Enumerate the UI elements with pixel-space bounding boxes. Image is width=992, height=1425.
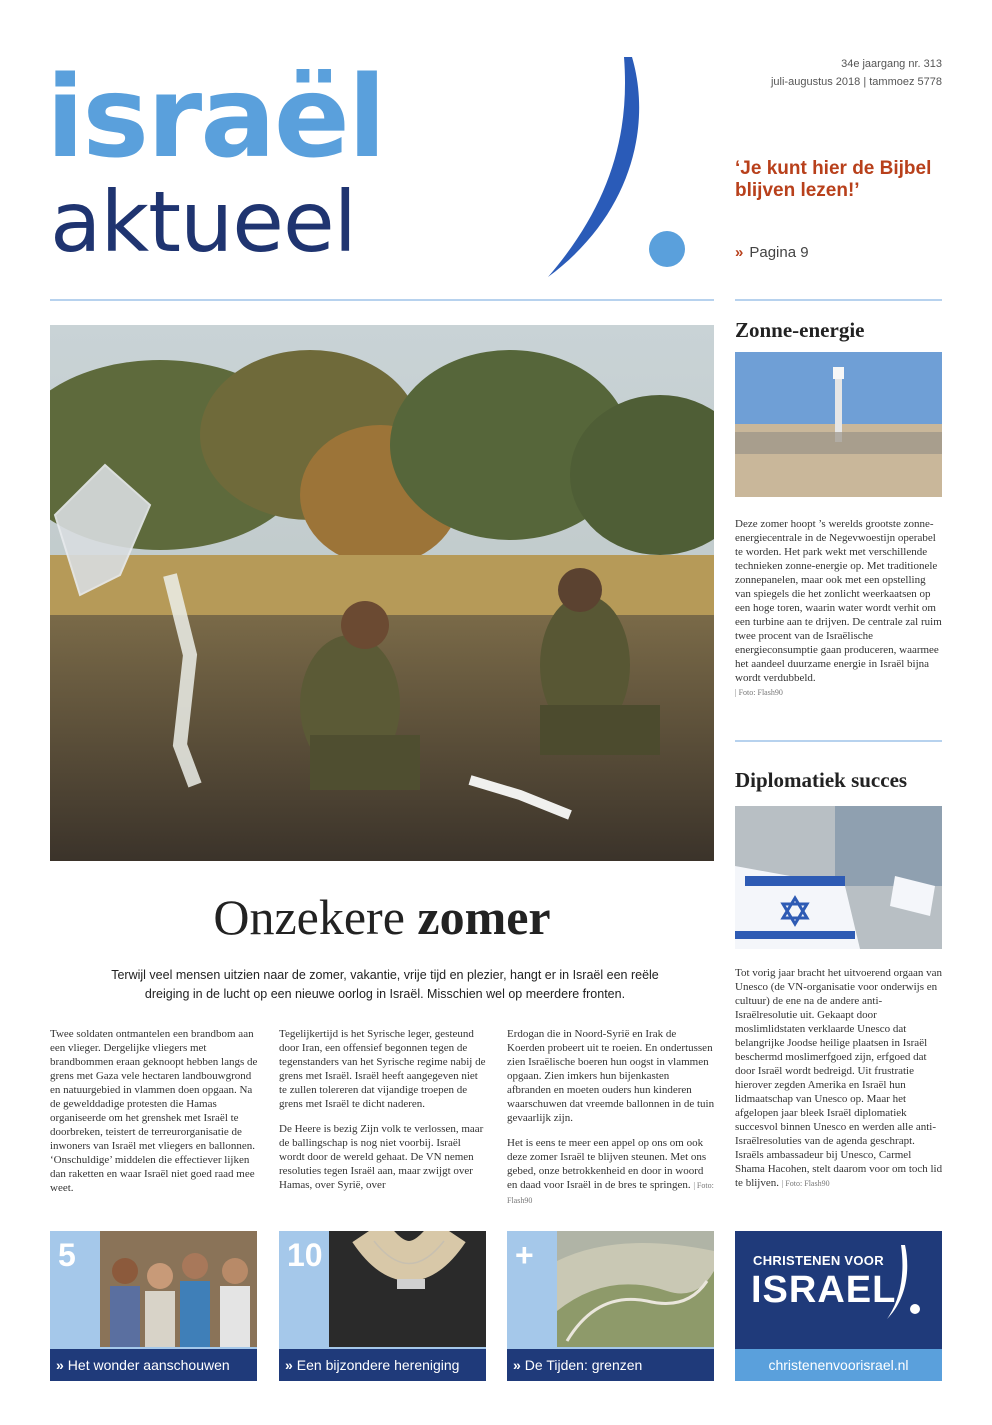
headline: Onzekere zomer [213,889,551,945]
divider [735,299,942,301]
page-number: 10 [287,1237,323,1273]
cvi-logo-box[interactable] [735,1231,942,1381]
divider [50,299,714,301]
promo-link[interactable]: » Het wonder aanschouwen [50,1349,257,1381]
page-number: 5 [58,1237,76,1273]
promo-box-page-10[interactable] [279,1231,486,1381]
chevron-icon: » [56,1357,64,1373]
intro-text: Terwijl veel mensen uitzien naar de zomer, vakantie, vrije tijd en plezier, hangt er in Israël een reële dreiging in de lucht op een nieuwe oorlog in Israël. Misschien wel op meerdere fronten. [111,968,659,1001]
cvi-logo-line1: CHRISTENEN VOOR [753,1253,884,1268]
article-column-2: Tegelijkertijd is het Syrische leger, gesteund door Iran, een offensief begonnen tegen de tegenstanders van het Syrische regime nabij de grens met Israël. Israël heeft aangegeven niet te zullen tolereren dat vijandige troepen de grens met Israël te dicht naderen. De Heere is bezig Zijn volk te verlossen, maar de ballingschap is nog niet voorbij. Israël wordt door de wereld gehaat. De VN nemen resoluties tegen Israël aan, maar zwijgt over Hamas, over Syrië, over [279,1028,486,1191]
diplomacy-title: Diplomatiek succes [735,768,908,792]
photo-credit: | Foto: Flash90 [735,688,783,697]
promo-photo [100,1231,257,1347]
teaser-page-link[interactable]: » Pagina 9 [735,244,809,261]
logo-aktueel: aktueel [50,173,356,271]
promo-link[interactable]: » Een bijzondere hereniging [279,1349,486,1381]
issue-info: 34e jaargang nr. 313 juli-augustus 2018 | tammoez 5778 [770,58,942,88]
logo-slash-dot-icon [540,55,700,280]
promo-photo [557,1231,714,1347]
plus-icon: + [515,1237,534,1273]
promo-photo [329,1231,486,1347]
chevron-icon: » [735,244,744,261]
solar-photo [735,352,942,497]
diplomacy-photo [735,806,942,949]
article-column-1: Twee soldaten ontmantelen een brandbom aan een vlieger. Dergelijke vliegers met brandbommen eraan geknoopt hebben langs de grens met Gaza vele hectaren landbouwgrond en natuurgebied in vlammen doen opgaan. Na de gewelddadige protesten die Hamas organiseerde om het grenshek met Israël te doorbreken, teistert de terreurorganisatie de inwoners van Israël met vliegers en ballonnen. ‘Onschuldige’ middelen die effectiever lijken dan raketten en waar Israël niet goed raad mee weet. [50,1028,258,1194]
solar-title: Zonne-energie [735,318,865,342]
main-photo [50,325,714,861]
chevron-icon: » [285,1357,293,1373]
promo-box-page-5[interactable] [50,1231,257,1381]
chevron-icon: » [513,1357,521,1373]
promo-link[interactable]: » De Tijden: grenzen [507,1349,714,1381]
article-column-3: Erdogan die in Noord-Syrië en Irak de Koerden probeert uit te roeien. En ondertussen zien Israëlische boeren hun oogst in vlammen opgaan. Zien imkers hun bijenkasten afbranden en moeten ouders hun kinderen waarschuwen dat vreemde ballonnen in de tuin gevaarlijk zijn. Het is eens te meer een appel op ons om ook deze zomer Israël te blijven steunen. Met ons gebed, onze betrokkenheid en door in woord en daad voor Israël in de bres te springen. | Foto: Flash90 [507,1028,715,1205]
photo-credit: | Foto: Flash90 [507,1181,714,1205]
promo-box-extra[interactable] [507,1231,714,1381]
diplomacy-text: Tot vorig jaar bracht het uitvoerend orgaan van Unesco (de VN-organisatie voor onderwijs en cultuur) de ene na de andere anti-Israëlresolutie uit. Gekaapt door moslimlidstaten verklaarde Unesco dat belangrijke Joodse heilige plaatsen in Israël beschermd moslimerfgoed zijn, erfgoed dat door Israël wordt bedreigd. Uit frustratie hierover zegden Amerika en Israël hun lidmaatschap van Unesco op. Maar het afgelopen jaar bleek Israël diplomatiek succesvol binnen Unesco en werden alle anti-Israëlresoluties van de agenda geschrapt. Israëls ambassadeur bij Unesco, Carmel Shama Hacohen, stelt daarom voor om toch lid te blijven. | Foto: Flash90 [735,967,943,1189]
divider [735,740,942,742]
photo-credit: | Foto: Flash90 [781,1179,830,1188]
cvi-slash-icon [885,1243,925,1323]
website-link[interactable]: christenenvoorisrael.nl [735,1349,942,1381]
solar-text: Deze zomer hoopt ’s werelds grootste zonne-energiecentrale in de Negevwoestijn operabel te worden. Het park wekt met verschillende technieken zonne-energie op. Met traditionele zonnepanelen, maar ook met een opstelling van spiegels die het zonlicht weerkaatsen op een hoge toren, waarin water wordt verhit om een turbine aan te drijven. De centrale zal ruim twee procent van de Israëlische energieconsumptie gaan produceren, waarmee het aandeel duurzame energie in Israël bijna wordt verdubbeld. | Foto: Flash90 [735,518,942,697]
cvi-logo-line2: ISRAEL [751,1269,897,1311]
logo-israel: israël [46,53,385,183]
teaser-quote: ‘Je kunt hier de Bijbel blijven lezen!’ [735,158,932,201]
